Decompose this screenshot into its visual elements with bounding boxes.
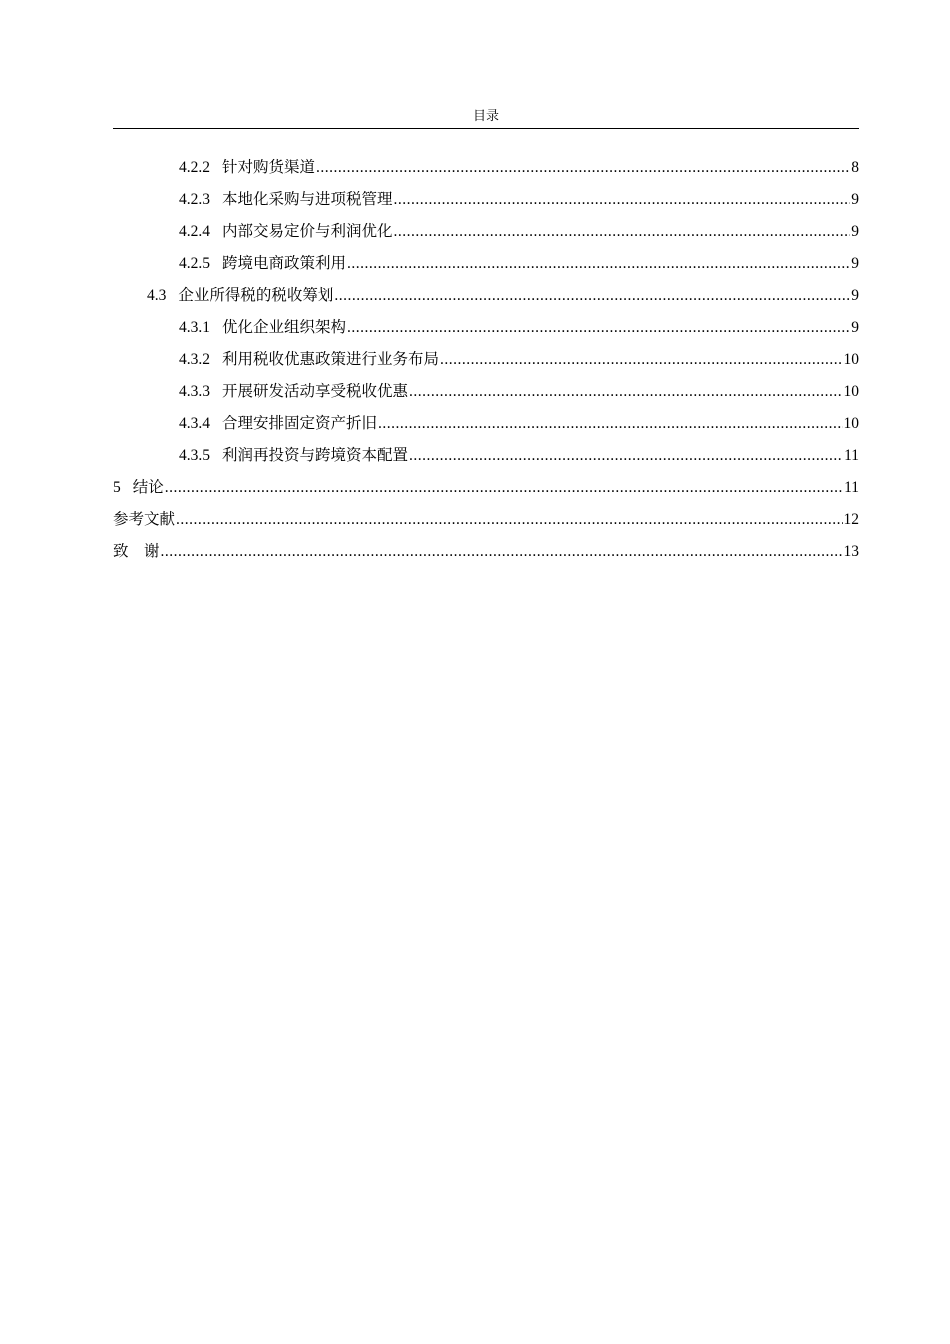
toc-entry-title: 合理安排固定资产折旧 [222, 415, 378, 432]
toc-entry-page: 9 [851, 223, 859, 240]
toc-entry-4-2-2[interactable] [113, 152, 859, 184]
toc-entry-title: 针对购货渠道 [222, 159, 316, 176]
toc-dot-leader [394, 216, 851, 248]
toc-entry-4-3-2[interactable] [113, 344, 859, 376]
toc-entry-title: 致 谢 [113, 543, 160, 560]
toc-entry-page: 9 [851, 287, 859, 304]
toc-entry-title: 企业所得税的税收筹划 [178, 287, 334, 304]
toc-entry-4-2-5[interactable] [113, 248, 859, 280]
toc-entry-title: 内部交易定价与利润优化 [222, 223, 393, 240]
toc-entry-page: 9 [851, 255, 859, 272]
toc-entry-4-2-3[interactable] [113, 184, 859, 216]
toc-entry-page: 9 [851, 191, 859, 208]
toc-entry-4-3-4[interactable] [113, 408, 859, 440]
toc-entry-page: 9 [851, 319, 859, 336]
toc-entry-title: 参考文献 [113, 511, 176, 528]
toc-entry-title: 本地化采购与进项税管理 [222, 191, 393, 208]
toc-entry-references[interactable] [113, 504, 859, 536]
toc-entry-number: 4.3.1 [179, 319, 210, 336]
toc-entry-number: 5 [113, 479, 121, 496]
toc-dot-leader [316, 152, 850, 184]
toc-dot-leader [378, 408, 842, 440]
toc-entry-page: 11 [844, 479, 859, 496]
toc-entry-4-3-1[interactable] [113, 312, 859, 344]
toc-entry-title: 利用税收优惠政策进行业务布局 [222, 351, 440, 368]
page-header [113, 106, 859, 129]
toc-entry-4-3[interactable] [113, 280, 859, 312]
toc-dot-leader [165, 472, 843, 504]
toc-entry-title: 结论 [132, 479, 164, 496]
toc-dot-leader [394, 184, 851, 216]
toc-dot-leader [440, 344, 842, 376]
toc-entry-number: 4.2.3 [179, 191, 210, 208]
toc-entry-number: 4.3.3 [179, 383, 210, 400]
toc-entry-number: 4.3.5 [179, 447, 210, 464]
toc-entry-number: 4.3 [147, 287, 167, 304]
toc-entry-number: 4.3.4 [179, 415, 210, 432]
toc-entry-title: 开展研发活动享受税收优惠 [222, 383, 409, 400]
toc-entry-title: 跨境电商政策利用 [222, 255, 347, 272]
toc-entry-4-3-5[interactable] [113, 440, 859, 472]
toc-entry-4-2-4[interactable] [113, 216, 859, 248]
toc-entry-number: 4.3.2 [179, 351, 210, 368]
toc-dot-leader [161, 536, 843, 568]
table-of-contents [113, 152, 859, 568]
toc-dot-leader [334, 280, 850, 312]
toc-dot-leader [176, 504, 842, 536]
toc-entry-number: 4.2.4 [179, 223, 210, 240]
toc-entry-title: 利润再投资与跨境资本配置 [222, 447, 409, 464]
toc-entry-page: 13 [843, 543, 859, 560]
toc-entry-page: 12 [843, 511, 859, 528]
toc-entry-page: 8 [851, 159, 859, 176]
toc-dot-leader [409, 376, 842, 408]
page-header-title: 目录 [472, 108, 499, 123]
toc-entry-page: 11 [844, 447, 859, 464]
toc-entry-page: 10 [843, 383, 859, 400]
toc-dot-leader [347, 248, 850, 280]
toc-entry-number: 4.2.2 [179, 159, 210, 176]
toc-entry-4-3-3[interactable] [113, 376, 859, 408]
toc-dot-leader [347, 312, 850, 344]
toc-entry-number: 4.2.5 [179, 255, 210, 272]
toc-dot-leader [409, 440, 843, 472]
toc-entry-page: 10 [843, 351, 859, 368]
toc-entry-acknowledgements[interactable] [113, 536, 859, 568]
toc-entry-title: 优化企业组织架构 [222, 319, 347, 336]
toc-entry-5[interactable] [113, 472, 859, 504]
toc-entry-page: 10 [843, 415, 859, 432]
